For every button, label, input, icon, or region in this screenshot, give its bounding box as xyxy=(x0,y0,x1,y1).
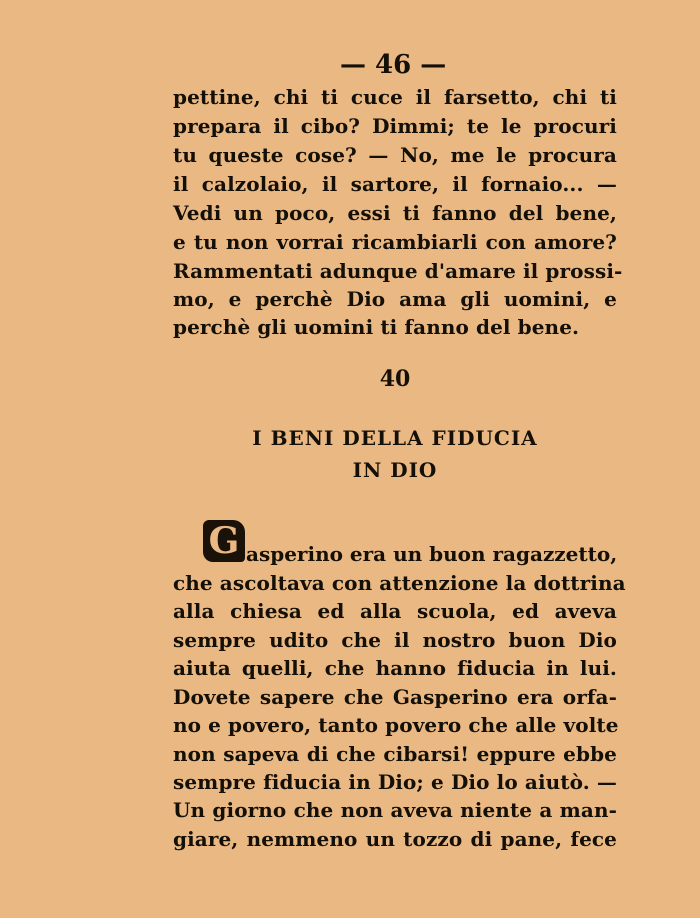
text-line: giare, nemmeno un tozzo di pane, fece xyxy=(173,827,617,851)
text-line-first: asperino era un buon ragazzetto, xyxy=(246,542,618,566)
text-line: e tu non vorrai ricambiarli con amore? xyxy=(173,230,617,254)
text-line: mo, e perchè Dio ama gli uomini, e xyxy=(173,287,617,311)
text-line: che ascoltava con attenzione la dottrina xyxy=(173,571,626,595)
section-number: 40 xyxy=(379,366,411,392)
section-title-line-1: I BENI DELLA FIDUCIA xyxy=(252,426,538,450)
dropcap-letter: G xyxy=(203,520,245,562)
text-line: sempre fiducia in Dio; e Dio lo aiutò. — xyxy=(173,770,617,794)
text-line: sempre udito che il nostro buon Dio xyxy=(173,628,617,652)
text-line: il calzolaio, il sartore, il fornaio... — xyxy=(173,172,617,196)
section-title-line-2: IN DIO xyxy=(352,458,438,482)
text-line: pettine, chi ti cuce il farsetto, chi ti xyxy=(173,85,617,109)
text-line: non sapeva di che cibarsi! eppure ebbe xyxy=(173,742,617,766)
text-line: prepara il cibo? Dimmi; te le procuri xyxy=(173,114,617,138)
page-number: — 46 — xyxy=(340,50,447,80)
text-line: Vedi un poco, essi ti fanno del bene, xyxy=(173,201,617,225)
text-line: Un giorno che non aveva niente a man- xyxy=(173,798,617,822)
text-line: Rammentati adunque d'amare il prossi- xyxy=(173,259,623,283)
text-line: perchè gli uomini ti fanno del bene. xyxy=(173,315,580,339)
text-line: no e povero, tanto povero che alle volte xyxy=(173,713,619,737)
text-line: Dovete sapere che Gasperino era orfa- xyxy=(173,685,617,709)
text-line: aiuta quelli, che hanno fiducia in lui. xyxy=(173,656,617,680)
text-line: tu queste cose? — No, me le procura xyxy=(173,143,617,167)
text-line: alla chiesa ed alla scuola, ed aveva xyxy=(173,599,617,623)
